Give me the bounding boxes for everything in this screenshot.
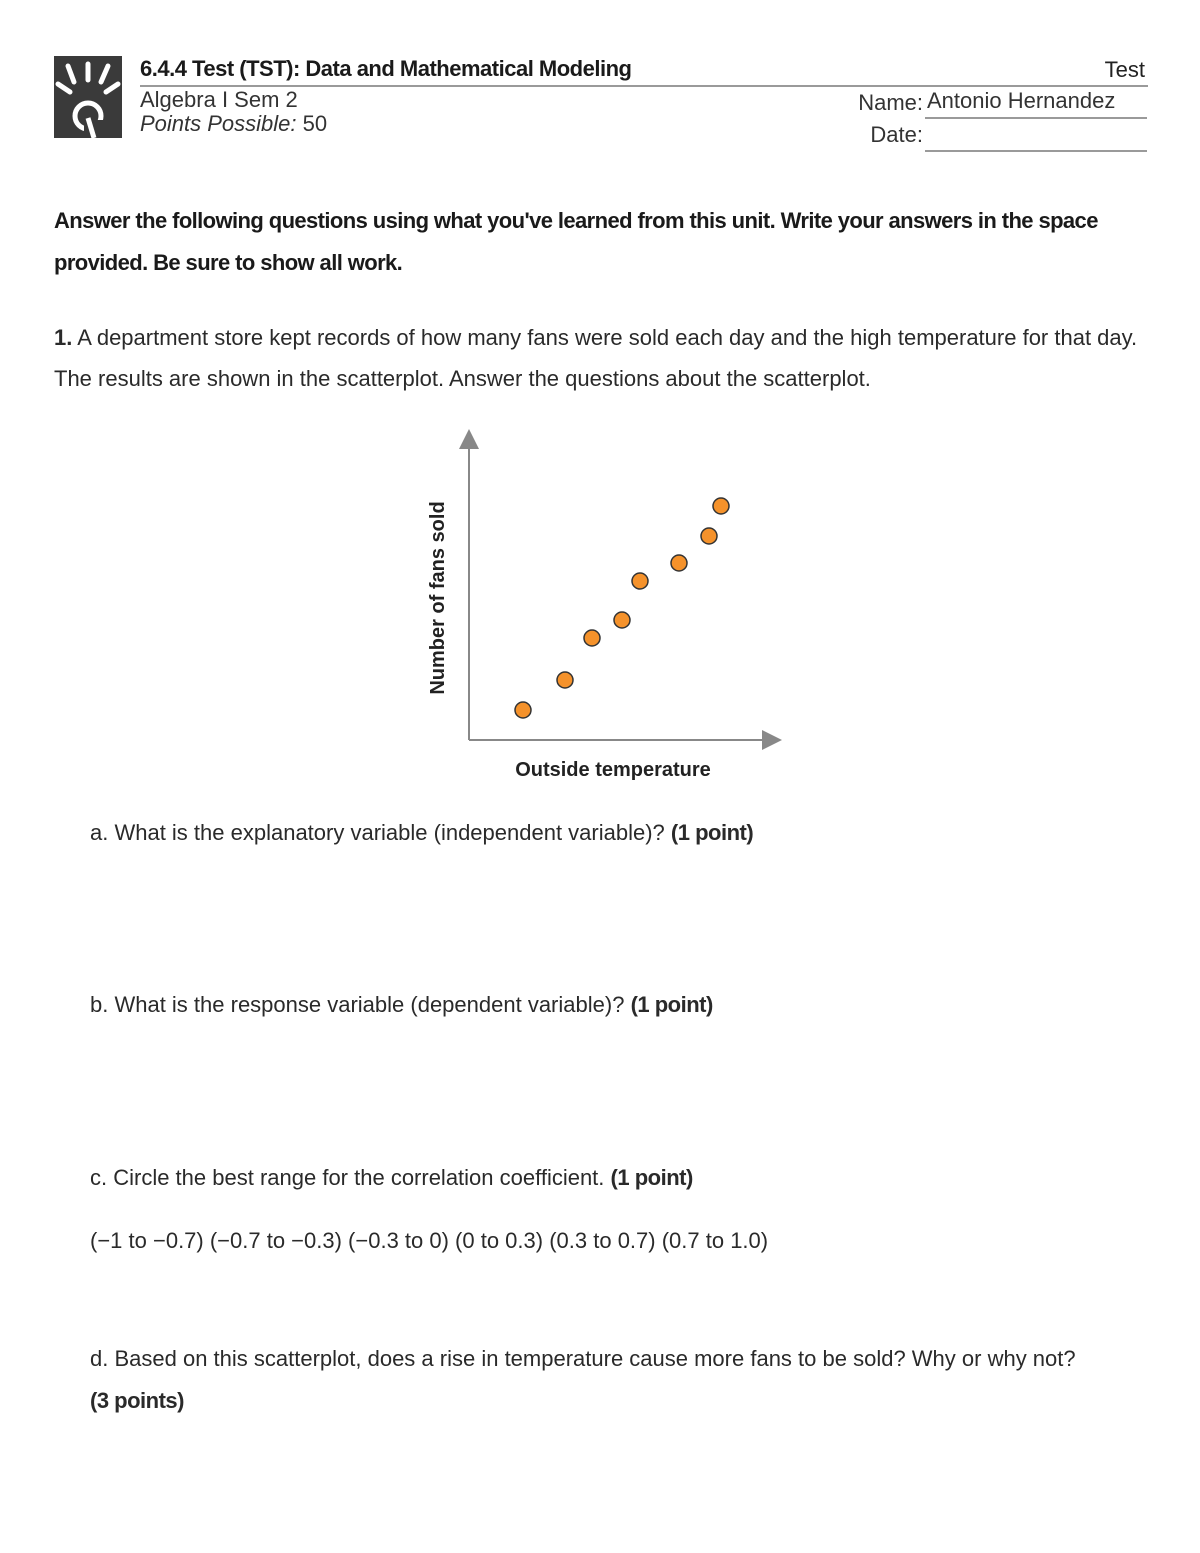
- question-1c-points: (1 point): [610, 1165, 693, 1190]
- question-1c-text: c. Circle the best range for the correlation coefficient.: [90, 1165, 605, 1190]
- y-axis-label: Number of fans sold: [427, 501, 449, 695]
- course-name: Algebra I Sem 2: [140, 87, 298, 112]
- question-number: 1.: [54, 325, 73, 350]
- question-1d-text: d. Based on this scatterplot, does a rise in temperature cause more fans to be sold? Why or why not?: [90, 1346, 1076, 1371]
- document-type: Test: [1104, 57, 1145, 82]
- question-1: [54, 317, 1149, 399]
- name-field[interactable]: Antonio Hernandez: [927, 88, 1116, 113]
- sun-bulb-logo-icon: [54, 56, 122, 138]
- x-axis-label: Outside temperature: [515, 759, 711, 781]
- points-possible: [140, 111, 327, 137]
- points-label: Points Possible:: [140, 111, 297, 136]
- correlation-options[interactable]: (−1 to −0.7) (−0.7 to −0.3) (−0.3 to 0) (0 to 0.3) (0.3 to 0.7) (0.7 to 1.0): [90, 1228, 769, 1253]
- name-underline: [925, 117, 1147, 119]
- instructions: Answer the following questions using what you've learned from this unit. Write your answers in the space provided. Be sure to show all work.: [54, 208, 1098, 275]
- data-point-3: [584, 630, 600, 646]
- question-1d-points: (3 points): [90, 1388, 184, 1413]
- question-1a-points: (1 point): [670, 820, 754, 845]
- question-text: A department store kept records of how many fans were sold each day and the high temperature for that day. The results are shown in the scatterplot. Answer the questions about the scatterplot.: [54, 325, 1138, 391]
- question-1d: [90, 1338, 1150, 1422]
- data-point-6: [671, 555, 687, 571]
- name-label: Name:: [858, 90, 923, 115]
- scatterplot: [410, 425, 800, 795]
- question-1b: [90, 984, 1150, 1026]
- question-1c: [90, 1157, 1150, 1199]
- data-point-7: [701, 528, 717, 544]
- question-1b-points: (1 point): [630, 992, 713, 1017]
- question-1b-text: b. What is the response variable (dependent variable)?: [90, 992, 625, 1017]
- points-value: 50: [302, 111, 328, 136]
- question-1a: [90, 812, 1150, 854]
- date-field[interactable]: [925, 150, 1147, 152]
- date-label: Date:: [870, 122, 923, 147]
- data-point-4: [614, 612, 630, 628]
- data-point-5: [632, 573, 648, 589]
- test-title: 6.4.4 Test (TST): Data and Mathematical Modeling: [140, 56, 632, 81]
- data-point-8: [713, 498, 729, 514]
- data-points: [515, 498, 729, 718]
- question-1a-text: a. What is the explanatory variable (independent variable)?: [90, 820, 665, 845]
- data-point-2: [557, 672, 573, 688]
- data-point-1: [515, 702, 531, 718]
